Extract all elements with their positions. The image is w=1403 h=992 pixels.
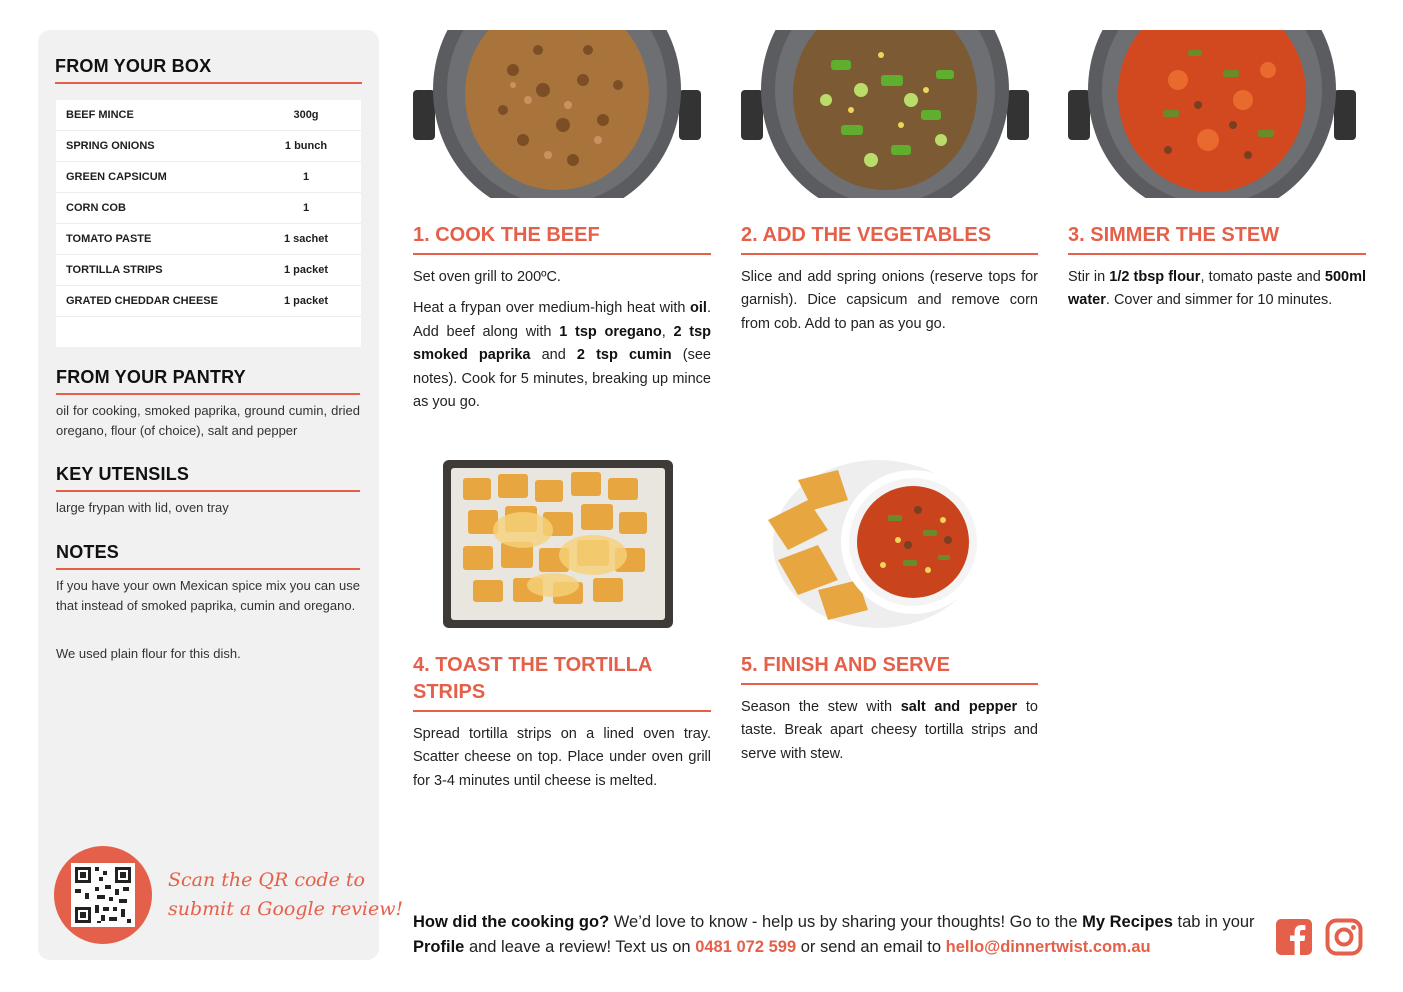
step2-divider [741,253,1038,255]
utensils-heading: KEY UTENSILS [56,464,190,484]
pantry-divider [56,393,360,395]
step1-photo [413,30,701,198]
ingredient-qty: 1 [302,171,310,183]
utensils-text: large frypan with lid, oven tray [56,500,229,515]
step3-text [1068,266,1366,321]
ingredient-row [56,131,361,162]
ingredient-row [56,193,361,224]
feedback-footer: How did the cooking go? We’d love to know - help us by sharing your thoughts! Go to the My Recipes tab in your Profile and leave a review! Text us on 0481 072 599 or send an email to hello@dinnertwist.com.au [413,913,1255,956]
ingredient-row [56,255,361,286]
step4-title: 4. TOAST THE TORTILLA STRIPS [413,654,652,703]
step4-divider [413,710,711,712]
step4-photo [443,460,673,628]
ingredient-name: SPRING ONIONS [66,140,155,152]
ingredient-name: CORN COB [66,202,126,214]
ingredient-qty: 1 packet [283,264,329,276]
notes-heading: NOTES [56,542,120,562]
step2-photo [741,30,1029,198]
ingredient-name: GREEN CAPSICUM [66,171,167,183]
step2-para1: Slice and add spring onions (reserve tops for garnish). Dice capsicum and remove corn from cob. Add to pan as you go. [741,269,1038,332]
step5-text [741,696,1038,774]
pantry-heading: FROM YOUR PANTRY [56,367,246,387]
pantry-text: oil for cooking, smoked paprika, ground cumin, dried oregano, flour (of choice), salt and pepper [56,403,360,438]
step5-title: 5. FINISH AND SERVE [741,654,950,676]
ingredient-row [56,286,361,317]
step3-para1: Stir in 1/2 tbsp flour, tomato paste and 500ml water. Cover and simmer for 10 minutes. [1068,269,1366,309]
step1-para2: Heat a frypan over medium-high heat with oil. Add beef along with 1 tsp oregano, 2 tsp smoked paprika and 2 tsp cumin (see notes). Cook for 5 minutes, breaking up mince as you go. [413,300,712,411]
step2-text [741,266,1038,344]
notes-text-2: We used plain flour for this dish. [56,646,241,661]
phone-link[interactable]: 0481 072 599 [695,938,797,956]
facebook-icon[interactable] [1275,918,1313,956]
ingredient-row-empty [56,317,361,347]
qr-badge[interactable] [54,846,152,944]
ingredient-qty: 1 bunch [284,140,328,152]
utensils-divider [56,490,360,492]
step1-text [413,266,711,422]
ingredient-row [56,162,361,193]
step3-divider [1068,253,1366,255]
qr-caption-line2: submit a Google review! [168,898,404,920]
step3-title: 3. SIMMER THE STEW [1068,224,1280,246]
ingredient-name: BEEF MINCE [66,109,134,121]
step5-photo [758,460,988,628]
step3-photo [1068,30,1356,198]
step4-para1: Spread tortilla strips on a lined oven tray. Scatter cheese on top. Place under oven grill for 3-4 minutes until cheese is melted. [413,726,711,789]
ingredient-name: TORTILLA STRIPS [66,264,163,276]
box-divider [55,82,362,84]
ingredient-name: TOMATO PASTE [66,233,152,245]
ingredient-name: GRATED CHEDDAR CHEESE [66,295,218,307]
ingredient-qty: 1 sachet [283,233,329,245]
notes-text-1: If you have your own Mexican spice mix you can use that instead of smoked paprika, cumin and oregano. [56,578,360,613]
email-link[interactable]: hello@dinnertwist.com.au [945,938,1151,956]
ingredients-table [56,100,361,347]
step5-divider [741,683,1038,685]
step1-divider [413,253,711,255]
ingredient-qty: 1 [302,202,310,214]
step2-title: 2. ADD THE VEGETABLES [741,224,992,246]
ingredient-qty: 1 packet [283,295,329,307]
step4-text [413,723,711,801]
instagram-icon[interactable] [1325,918,1363,956]
ingredient-row [56,100,361,131]
qr-caption [168,866,403,924]
footer-question: How did the cooking go? [413,913,610,931]
qr-caption-line1: Scan the QR code to [168,869,365,891]
box-heading: FROM YOUR BOX [55,56,212,76]
step5-para1: Season the stew with salt and pepper to taste. Break apart cheesy tortilla strips and serve with stew. [741,699,1038,762]
qr-code-icon [71,863,135,927]
ingredient-row [56,224,361,255]
ingredient-qty: 300g [293,109,319,121]
step1-title: 1. COOK THE BEEF [413,224,600,246]
step1-para1: Set oven grill to 200ºC. [413,269,561,285]
notes-divider [56,568,360,570]
